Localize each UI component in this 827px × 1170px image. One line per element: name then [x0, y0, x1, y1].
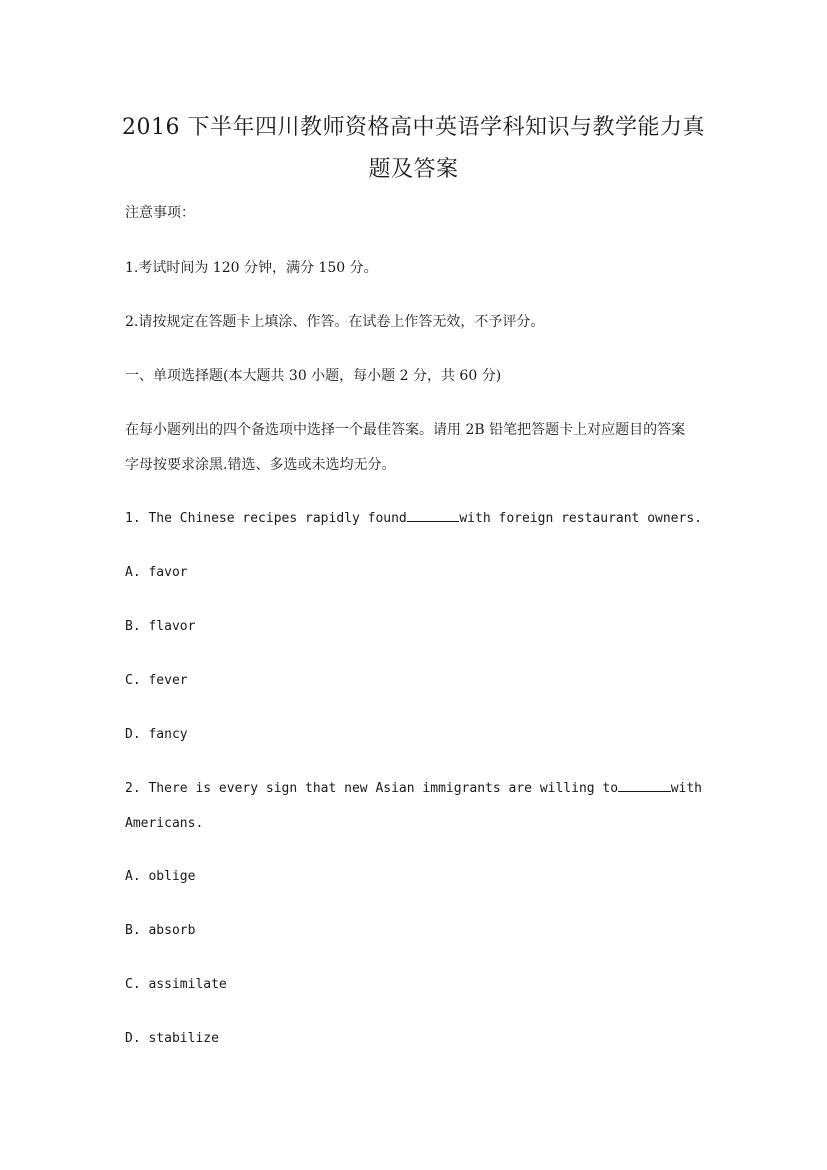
question-1-stem-part2: with foreign restaurant owners. — [459, 511, 702, 526]
section-heading: 一、单项选择题(本大题共 30 小题，每小题 2 分，共 60 分) — [125, 368, 502, 384]
question-2-option-a: A. oblige — [125, 869, 196, 884]
notes-heading: 注意事项： — [125, 205, 195, 221]
question-1-stem-part1: 1. The Chinese recipes rapidly found — [125, 511, 407, 526]
notes-item-1: 1.考试时间为 120 分钟，满分 150 分。 — [125, 260, 378, 276]
notes-item-2: 2.请按规定在答题卡上填涂、作答。在试卷上作答无效，不予评分。 — [125, 314, 545, 330]
question-2-option-c: C. assimilate — [125, 977, 227, 992]
question-2-stem-part2: with — [670, 781, 702, 796]
question-1-option-b: B. flavor — [125, 619, 196, 634]
question-1-option-c: C. fever — [125, 673, 188, 688]
question-2-stem-part1: 2. There is every sign that new Asian immigrants are willing to — [125, 781, 619, 796]
answer-blank — [407, 511, 460, 522]
question-1-stem — [125, 511, 702, 526]
question-2-option-d: D. stabilize — [125, 1031, 219, 1046]
question-2-option-b: B. absorb — [125, 923, 196, 938]
answer-blank — [618, 781, 671, 792]
question-2-stem-line2: Americans. — [125, 816, 204, 831]
section-instruction-line1: 在每小题列出的四个备选项中选择一个最佳答案。请用 2B 铅笔把答题卡上对应题目的答案 — [125, 422, 686, 438]
section-instruction-line2: 字母按要求涂黑.错选、多选或未选均无分。 — [125, 457, 396, 473]
document-title-line1: 2016 下半年四川教师资格高中英语学科知识与教学能力真 — [122, 115, 705, 140]
question-2-stem — [125, 781, 702, 796]
document-title-line2: 题及答案 — [368, 157, 459, 182]
question-1-option-d: D. fancy — [125, 727, 188, 742]
question-1-option-a: A. favor — [125, 565, 188, 580]
